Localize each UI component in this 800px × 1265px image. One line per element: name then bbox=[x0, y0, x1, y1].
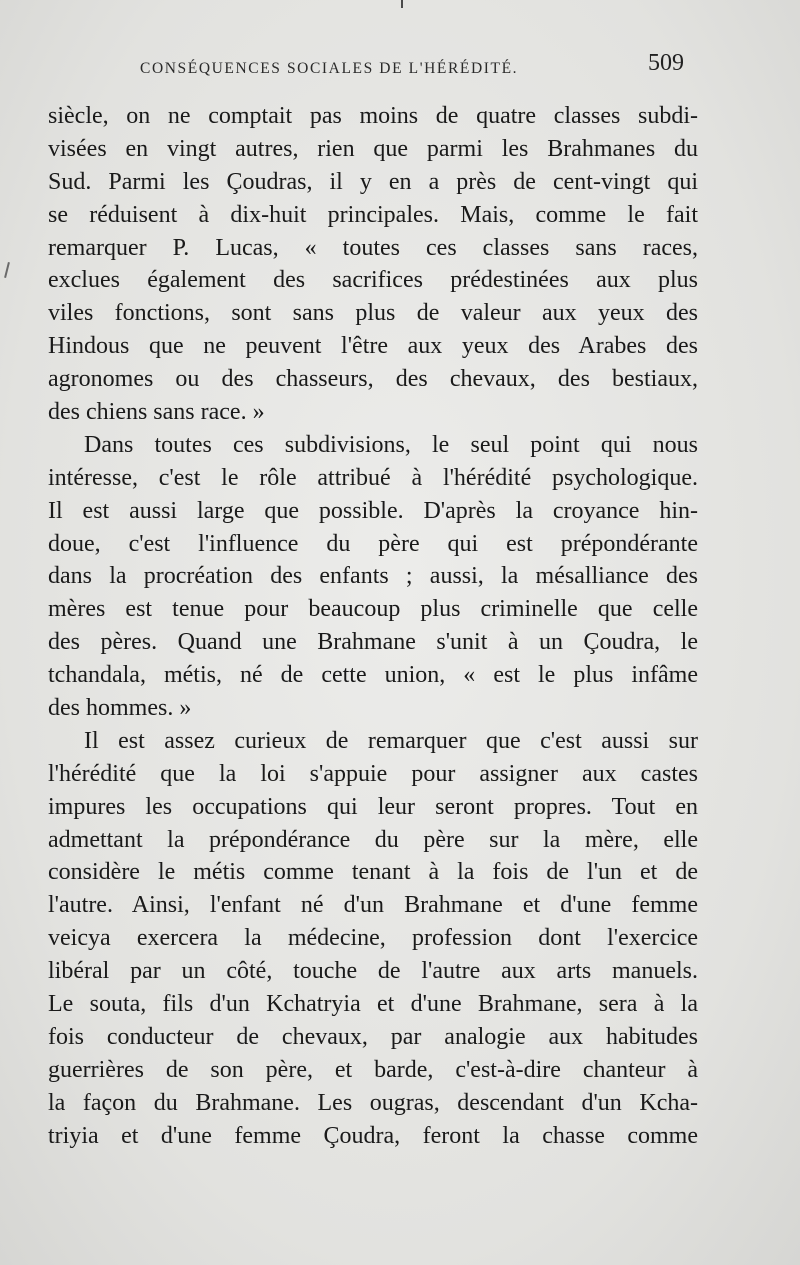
text-line: se réduisent à dix-huit principales. Mais, comme le fait bbox=[48, 201, 698, 228]
running-head: CONSÉQUENCES SOCIALES DE L'HÉRÉDITÉ. bbox=[140, 60, 519, 77]
page-number: 509 bbox=[648, 50, 684, 76]
top-edge-mark bbox=[401, 0, 403, 8]
page-header bbox=[52, 50, 692, 86]
body-text bbox=[48, 100, 728, 1153]
margin-pencil-mark bbox=[4, 262, 10, 278]
text-line: doue, c'est l'influence du père qui est prépondérante bbox=[48, 530, 698, 557]
text-line: exclues également des sacrifices prédestinées aux plus bbox=[48, 267, 698, 294]
text-line: viles fonctions, sont sans plus de valeur aux yeux des bbox=[48, 300, 698, 327]
text-line: des hommes. » bbox=[48, 695, 192, 722]
text-line: l'autre. Ainsi, l'enfant né d'un Brahmane et d'une femme bbox=[48, 892, 698, 919]
text-line: dans la procréation des enfants ; aussi, la mésalliance des bbox=[48, 563, 698, 590]
text-line: considère le métis comme tenant à la fois de l'un et de bbox=[48, 859, 698, 886]
text-line: admettant la prépondérance du père sur la mère, elle bbox=[48, 826, 698, 853]
text-line: Il est assez curieux de remarquer que c'est aussi sur bbox=[84, 727, 698, 754]
text-line: tchandala, métis, né de cette union, « est le plus infâme bbox=[48, 662, 698, 689]
text-line: visées en vingt autres, rien que parmi les Brahmanes du bbox=[48, 135, 698, 162]
text-line: agronomes ou des chasseurs, des chevaux, des bestiaux, bbox=[48, 366, 698, 393]
text-line: siècle, on ne comptait pas moins de quatre classes subdi- bbox=[48, 103, 698, 129]
text-line: Le souta, fils d'un Kchatryia et d'une Brahmane, sera à la bbox=[48, 991, 698, 1018]
text-line: Sud. Parmi les Çoudras, il y en a près de cent-vingt qui bbox=[48, 168, 698, 195]
text-line: des pères. Quand une Brahmane s'unit à un Çoudra, le bbox=[48, 629, 698, 656]
text-line: veicya exercera la médecine, profession dont l'exercice bbox=[48, 925, 698, 952]
text-line: la façon du Brahmane. Les ougras, descendant d'un Kcha- bbox=[48, 1089, 698, 1116]
text-line: Hindous que ne peuvent l'être aux yeux des Arabes des bbox=[48, 333, 698, 360]
text-line: des chiens sans race. » bbox=[48, 399, 265, 426]
text-line: Il est aussi large que possible. D'après la croyance hin- bbox=[48, 497, 698, 524]
text-line: Dans toutes ces subdivisions, le seul point qui nous bbox=[84, 431, 698, 458]
text-line: libéral par un côté, touche de l'autre aux arts manuels. bbox=[48, 958, 698, 985]
text-line: guerrières de son père, et barde, c'est-à-dire chanteur à bbox=[48, 1056, 698, 1083]
text-line: triyia et d'une femme Çoudra, feront la chasse comme bbox=[48, 1122, 698, 1149]
text-line: intéresse, c'est le rôle attribué à l'hérédité psychologique. bbox=[48, 464, 698, 491]
text-line: l'hérédité que la loi s'appuie pour assigner aux castes bbox=[48, 760, 698, 787]
text-line: remarquer P. Lucas, « toutes ces classes sans races, bbox=[48, 234, 698, 261]
text-line: mères est tenue pour beaucoup plus criminelle que celle bbox=[48, 596, 698, 623]
text-line: impures les occupations qui leur seront propres. Tout en bbox=[48, 793, 698, 820]
text-line: fois conducteur de chevaux, par analogie aux habitudes bbox=[48, 1023, 698, 1050]
